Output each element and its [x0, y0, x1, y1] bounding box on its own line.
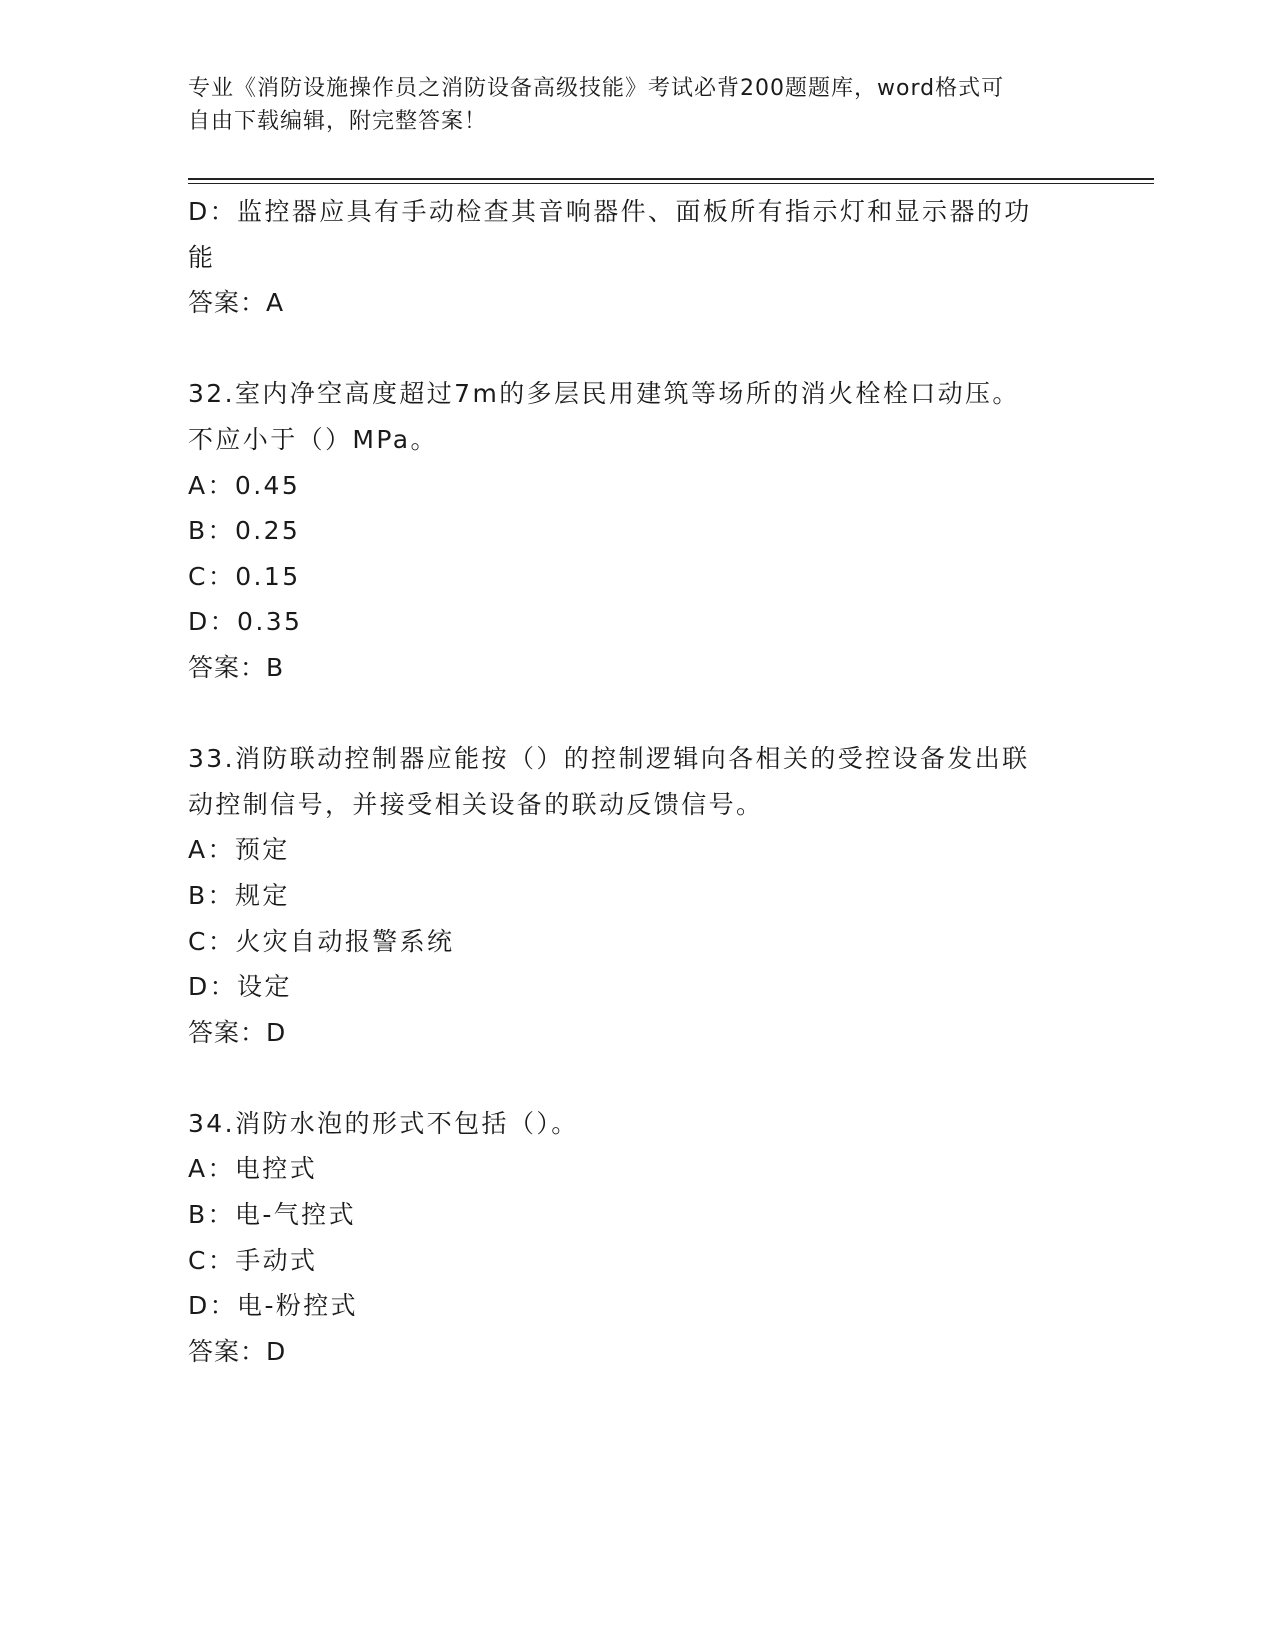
option-c: C：0.15: [188, 561, 301, 591]
option-a: A：0.45: [188, 470, 301, 500]
spacer: [188, 691, 1088, 737]
option-c: C：手动式: [188, 1245, 318, 1275]
question-stem-continued: 动控制信号，并接受相关设备的联动反馈信号。: [188, 789, 764, 819]
previous-question-tail: [188, 189, 1088, 326]
option-d-continued: 能: [188, 242, 216, 272]
spacer: [188, 1055, 1088, 1101]
spacer: [188, 326, 1088, 372]
header-divider-thin: [188, 183, 1154, 184]
answer: 答案：D: [188, 1336, 287, 1366]
answer: 答案：B: [188, 652, 285, 682]
answer: 答案：A: [188, 288, 285, 318]
answer: 答案：D: [188, 1017, 287, 1047]
header-line-1: 专业《消防设施操作员之消防设备高级技能》考试必背200题题库，word格式可: [188, 76, 1005, 101]
question-stem: 33.消防联动控制器应能按（）的控制逻辑向各相关的受控设备发出联: [188, 744, 1030, 774]
header-line-2: 自由下载编辑，附完整答案！: [188, 109, 488, 134]
question-stem: 34.消防水泡的形式不包括（）。: [188, 1108, 579, 1138]
option-a: A：预定: [188, 835, 290, 865]
question-32: [188, 371, 1088, 690]
question-33: [188, 736, 1088, 1055]
question-stem-continued: 不应小于（）MPa。: [188, 424, 438, 454]
option-d: D：监控器应具有手动检查其音响器件、面板所有指示灯和显示器的功: [188, 197, 1032, 226]
question-stem: 32.室内净空高度超过7m的多层民用建筑等场所的消火栓栓口动压。: [188, 379, 1020, 409]
option-d: D：设定: [188, 972, 292, 1002]
question-list: [188, 189, 1088, 1374]
option-b: B：规定: [188, 880, 290, 910]
option-c: C：火灾自动报警系统: [188, 926, 455, 956]
option-d: D：电-粉控式: [188, 1291, 359, 1321]
question-34: [188, 1101, 1088, 1375]
header-divider-thick: [188, 178, 1154, 180]
option-a: A：电控式: [188, 1154, 318, 1184]
option-b: B：0.25: [188, 516, 301, 546]
option-d: D：0.35: [188, 607, 303, 637]
document-header: [188, 72, 1068, 138]
option-b: B：电-气控式: [188, 1200, 356, 1230]
